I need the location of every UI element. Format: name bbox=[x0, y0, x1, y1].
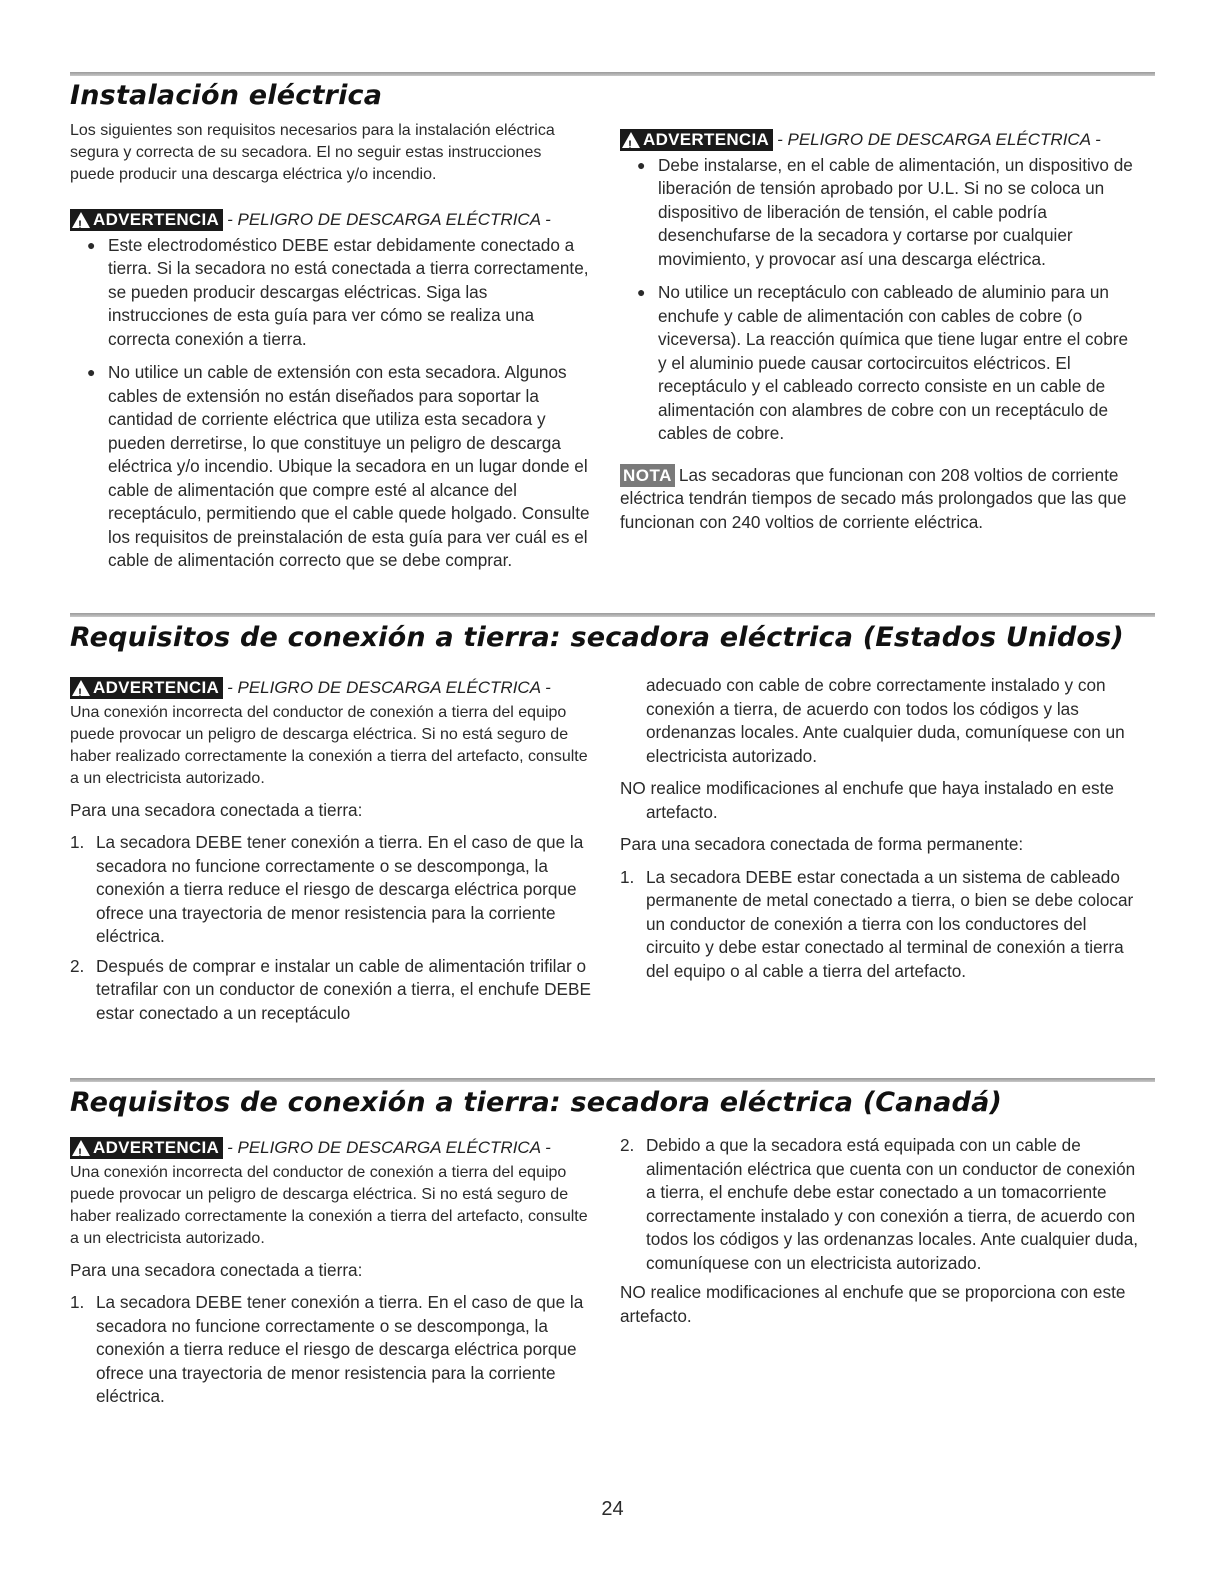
section2-right-column bbox=[620, 674, 1140, 989]
grounded-heading: Para una secadora conectada a tierra: bbox=[70, 799, 363, 820]
permanent-list bbox=[620, 866, 1140, 984]
warning-title: - PELIGRO DE DESCARGA ELÉCTRICA - bbox=[227, 210, 551, 229]
section2-rule bbox=[70, 613, 1155, 617]
bullet-icon: ● bbox=[637, 284, 646, 300]
page-number: 24 bbox=[601, 1498, 624, 1520]
section3-rule bbox=[70, 1078, 1155, 1082]
warning-header bbox=[70, 1136, 600, 1160]
warning-triangle-icon bbox=[622, 132, 640, 148]
warning-title: - PELIGRO DE DESCARGA ELÉCTRICA - bbox=[227, 678, 551, 697]
section2-left-column bbox=[70, 676, 600, 1031]
left-bullet-list bbox=[70, 234, 590, 573]
nota-text: Las secadoras que funcionan con 208 voltios de corriente eléctrica tendrán tiempos de secado más prolongados que las que funcionan con 240 voltios de corriente eléctrica. bbox=[620, 464, 1127, 532]
warning-triangle-icon bbox=[72, 680, 90, 696]
warning-text: Una conexión incorrecta del conductor de conexión a tierra del equipo puede provocar un peligro de descarga eléctrica. Si no está seguro de haber realizado correctamente la conexión a tierra del artefacto, consulte a un electricista autorizado. bbox=[70, 703, 588, 787]
item-text: Debido a que la secadora está equipada con un cable de alimentación eléctrica que cuenta con un conductor de conexión a tierra, el enchufe debe estar conectado a un tomacorriente correctamente instalado y con conexión a tierra, de acuerdo con todos los códigos y las ordenanzas locales. Ante cualquier duda, comuníquese con un electricista autorizado. bbox=[646, 1135, 1139, 1273]
canada-right-list bbox=[620, 1134, 1140, 1275]
list-item bbox=[620, 866, 1140, 984]
section-title-instalacion: Instalación eléctrica bbox=[70, 80, 383, 111]
list-item bbox=[70, 234, 590, 352]
nota-badge: NOTA bbox=[620, 464, 675, 488]
list-item bbox=[70, 1291, 600, 1409]
item-number: 1. bbox=[70, 1292, 85, 1312]
bullet-text: No utilice un receptáculo con cableado de aluminio para un enchufe y cable de alimentación con cables de cobre (o viceversa). La reacción química que tiene lugar entre el cobre y el aluminio puede causar cortocircuitos eléctricos. El receptáculo y el cableado correcto consiste en un cable de alimentación con alambres de cobre con un receptáculo de cables de cobre. bbox=[658, 282, 1129, 443]
warning-triangle-icon bbox=[72, 1140, 90, 1156]
section-title-us: Requisitos de conexión a tierra: secadora eléctrica (Estados Unidos) bbox=[70, 622, 1124, 653]
warning-text: Una conexión incorrecta del conductor de conexión a tierra del equipo puede provocar un peligro de descarga eléctrica. Si no está seguro de haber realizado correctamente la conexión a tierra del artefacto, consulte a un electricista autorizado. bbox=[70, 1163, 588, 1247]
warning-badge-label: ADVERTENCIA bbox=[93, 210, 220, 229]
section1-left-column bbox=[70, 120, 590, 583]
warning-header bbox=[620, 128, 1140, 152]
item-text: La secadora DEBE tener conexión a tierra. En el caso de que la secadora no funcione correctamente o se descomponga, la conexión a tierra reduce el riesgo de descarga eléctrica porque ofrece una trayectoria de menor resistencia para la corriente eléctrica. bbox=[96, 832, 584, 946]
no-modify-text: NO realice modificaciones al enchufe que se proporciona con este artefacto. bbox=[620, 1282, 1126, 1326]
item-number: 1. bbox=[70, 832, 85, 852]
section3-left-column bbox=[70, 1136, 600, 1415]
bullet-icon: ● bbox=[637, 156, 646, 173]
warning-badge-label: ADVERTENCIA bbox=[93, 678, 220, 697]
permanent-heading: Para una secadora conectada de forma permanente: bbox=[620, 834, 1024, 854]
continued-text: adecuado con cable de cobre correctamente instalado y con conexión a tierra, de acuerdo con todos los códigos y las ordenanzas locales. Ante cualquier duda, comuníquese con un electricista autorizado. bbox=[646, 675, 1125, 766]
warning-badge bbox=[70, 209, 223, 231]
warning-header bbox=[70, 208, 590, 232]
bullet-text: Debe instalarse, en el cable de alimentación, un dispositivo de liberación de tensión aprobado por U.L. Si no se coloca un dispositivo de liberación de tensión, el cable podría desenchufarse de la secadora y cortarse por cualquier movimiento, y provocar así una descarga eléctrica. bbox=[658, 154, 1133, 269]
grounded-list bbox=[70, 1291, 600, 1409]
list-item bbox=[70, 831, 600, 949]
list-item bbox=[620, 1134, 1140, 1275]
nota-paragraph bbox=[620, 464, 1140, 535]
section3-right-column bbox=[620, 1134, 1140, 1337]
bullet-icon: ● bbox=[87, 364, 96, 380]
warning-title: - PELIGRO DE DESCARGA ELÉCTRICA - bbox=[777, 130, 1101, 149]
bullet-text: Este electrodoméstico DEBE estar debidamente conectado a tierra. Si la secadora no está conectada a tierra correctamente, se pueden producir descargas eléctricas. Siga las instrucciones de esta guía para ver cómo se realiza una correcta conexión a tierra. bbox=[108, 234, 589, 349]
list-item bbox=[620, 281, 1140, 446]
section-title-canada: Requisitos de conexión a tierra: secadora eléctrica (Canadá) bbox=[70, 1087, 1003, 1118]
item-number: 2. bbox=[70, 955, 85, 976]
item-text: La secadora DEBE tener conexión a tierra. En el caso de que la secadora no funcione correctamente o se descomponga, la conexión a tierra reduce el riesgo de descarga eléctrica porque ofrece una trayectoria de menor resistencia para la corriente eléctrica. bbox=[96, 1292, 584, 1406]
item-text: Después de comprar e instalar un cable de alimentación trifilar o tetrafilar con un conductor de conexión a tierra, el enchufe DEBE estar conectado a un receptáculo bbox=[96, 955, 591, 1023]
section1-right-column bbox=[620, 128, 1140, 543]
warning-badge-label: ADVERTENCIA bbox=[93, 1138, 220, 1157]
no-modify-text: NO realice modificaciones al enchufe que haya instalado en este artefacto. bbox=[620, 778, 1114, 822]
right-bullet-list bbox=[620, 154, 1140, 446]
list-item bbox=[620, 154, 1140, 272]
warning-header bbox=[70, 676, 600, 700]
warning-badge bbox=[620, 129, 773, 151]
warning-badge-label: ADVERTENCIA bbox=[643, 130, 770, 149]
item-text: La secadora DEBE estar conectada a un sistema de cableado permanente de metal conectado a tierra, o bien se debe colocar un conductor de conexión a tierra con los conductores del circuito y debe estar conectado al terminal de conexión a tierra del equipo o al cable a tierra del artefacto. bbox=[646, 866, 1134, 981]
item-number: 2. bbox=[620, 1135, 635, 1155]
bullet-icon: ● bbox=[87, 236, 96, 253]
warning-title: - PELIGRO DE DESCARGA ELÉCTRICA - bbox=[227, 1138, 551, 1157]
grounded-heading: Para una secadora conectada a tierra: bbox=[70, 1259, 363, 1280]
warning-badge bbox=[70, 1137, 223, 1159]
top-rule bbox=[70, 72, 1155, 76]
item-number: 1. bbox=[620, 866, 635, 887]
bullet-text: No utilice un cable de extensión con esta secadora. Algunos cables de extensión no están diseñados para soportar la cantidad de corriente eléctrica que utiliza esta secadora y pueden derretirse, lo que constituye un peligro de descarga eléctrica y/o incendio. Ubique la secadora en un lugar donde el cable de alimentación que compre esté al alcance del receptáculo, permitiendo que el cable quede holgado. Consulte los requisitos de preinstalación de esta guía para ver cuál es el cable de alimentación correcto que se debe comprar. bbox=[108, 362, 590, 570]
warning-badge bbox=[70, 677, 223, 699]
warning-triangle-icon bbox=[72, 212, 90, 228]
grounded-list bbox=[70, 831, 600, 1025]
list-item bbox=[70, 955, 600, 1026]
intro-text: Los siguientes son requisitos necesarios para la instalación eléctrica segura y correcta de su secadora. El no seguir estas instrucciones puede producir una descarga eléctrica y/o incendio. bbox=[70, 122, 555, 183]
list-item bbox=[70, 361, 590, 573]
